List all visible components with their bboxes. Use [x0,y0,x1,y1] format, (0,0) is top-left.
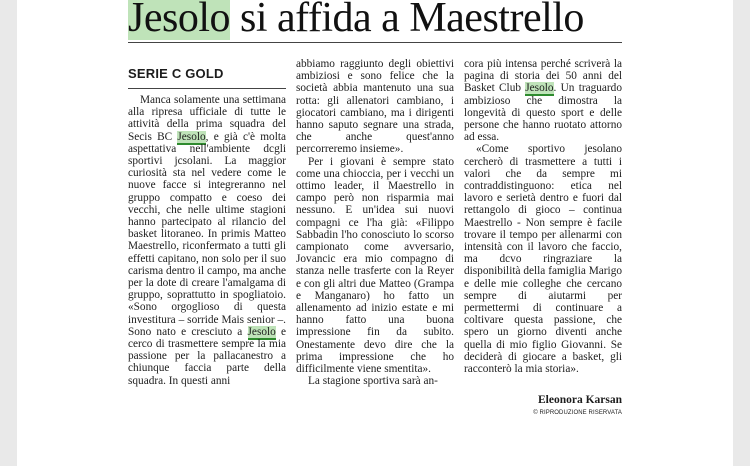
highlighted-keyword: Jesolo [525,82,554,95]
article-text: cora più intensa perché scriverà la pagina di storia dei 50 anni del Basket Club [464,58,622,95]
highlighted-keyword: Jesolo [247,325,276,338]
article-text: Manca solamente una settimana alla ripresa ufficiale di tutte le attività della prima squadra del Secis BC [128,94,286,143]
headline-rule [128,42,622,43]
article-text: e cerco di trasmettere sempre la mia passione per la pallacanestro a chiunque faccia parte della squadra. In questi anni [128,325,287,387]
headline [128,0,628,40]
headline-rest: si affida a Maestrello [230,0,584,40]
highlighted-keyword: Jesolo [177,130,206,143]
article-text: «Come sportivo jesolano cercherò di trasmettere a tutti i valori che da sempre mi contraddistinguono: etica nel lavoro e serietà dentro e fuori dal rettangolo di gioco – continua Maestrello - Non sempre è facile trovare il tempo per allenarmi con intensità con il lavoro che faccio, ma dcvo ringraziare la disponibilità della famiglia Marigo e delle mie colleghe che cercano sempre di aiutarmi per permettermi di continuare a coltivare questa passione, che spero un giorno diventi anche quella di mio figlio Giovanni. Se deciderà di giocare a basket, gli racconterò la mia storia». [464,143,622,376]
article-text: . Un traguardo ambizioso che dimostra la longevità di questo sport e delle persone che hanno ruotato attorno ad essa. [464,82,622,144]
article-column-1 [128,94,286,387]
article-column-3 [464,58,622,375]
article-paragraph [464,143,622,375]
article-text: abbiamo raggiunto degli obiettivi ambiziosi e sono felice che la società abbia mantenuto una sua rotta: gli allenatori cambiano, i giocatori cambiano, ma i dirigenti hanno saputo segnare una strada, che anche quest'anno percorreremo insieme». [296,58,454,156]
article-text: , e già c'è molta aspettativa nell'ambiente dcgli sportivi jcsolani. La maggior curiosità sta nel vedere come le nuove facce si integreranno nel gruppo compatto e coeso dei vecchi, che nelle ultime stagioni hanno partecipato al rilancio del basket litoraneo. In primis Matteo Maestrello, riconfermato a tutti gli effetti capitano, non solo per il suo carisma dentro il campo, ma anche per la dote di creare l'amalgama di gruppo, soprattutto in spogliatoio. «Sono orgoglioso di questa investitura – sorride Mais senior –. Sono nato e cresciuto a [128,130,286,338]
article-text: Per i giovani è sempre stato come una chioccia, per i vecchi un ottimo leader, il Maestrello in campo però non risparmia mai nessuno. E un'idea sui nuovi compagni ce l'ha già: «Filippo Sabbadin l'ho conosciuto lo scorso campionato come avversario, Jovancic era mio compagno di stanza nelle trasferte con la Reyer e con gli altri due Matteo (Grampa e Manganaro) ho fatto un allenamento ad inizio estate e mi hanno fatto una buona impressione fin da subito. Onestamente devo dire che la prima impressione che ho difficilmente viene smentita». [296,155,454,376]
article-paragraph [296,58,454,156]
article-paragraph [128,94,286,387]
headline-highlight: Jesolo [128,0,230,40]
article-column-2 [296,58,454,387]
author-signature: Eleonora Karsan [537,394,622,406]
article-paragraph [464,58,622,143]
article-paragraph [296,375,454,387]
article-paragraph [296,156,454,376]
section-label: SERIE C GOLD [128,66,224,81]
section-rule [128,88,286,89]
copyright-notice: © RIPRODUZIONE RISERVATA [533,410,622,416]
article-text: La stagione sportiva sarà an- [308,375,438,388]
